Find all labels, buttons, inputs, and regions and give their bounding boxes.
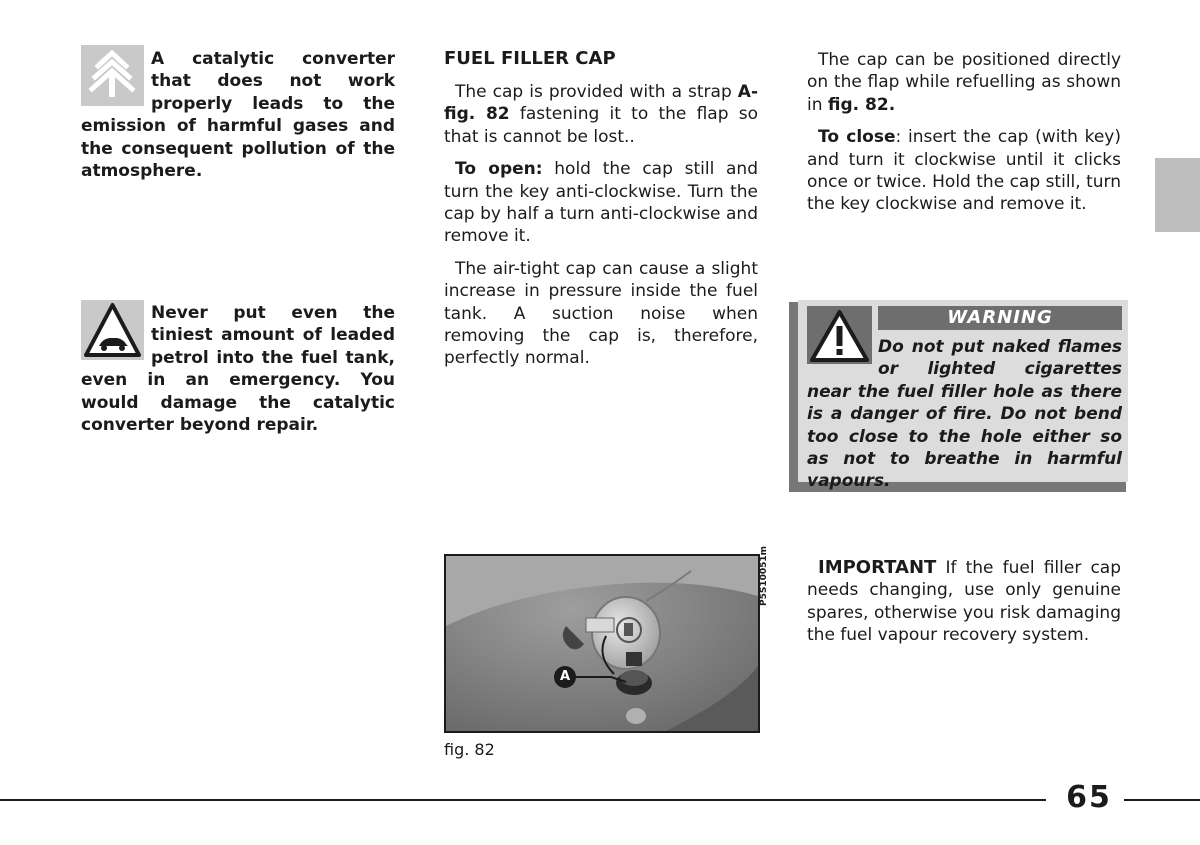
position-paragraph: The cap can be positioned directly on the flap while refuelling as shown in fig. 82.: [807, 50, 1121, 115]
chapter-tab: [1155, 158, 1200, 232]
important-text: [807, 557, 1121, 647]
catalytic-converter-note: A catalytic converter that does not work properly leads to the emission of harmful gases and the consequent pollution of the atmosphere.: [81, 49, 395, 182]
leaded-petrol-note: Never put even the tiniest amount of leaded petrol into the fuel tank, even in an emergency. You would damage the catalytic converter beyond repair.: [81, 303, 395, 436]
strap-paragraph: The cap is provided with a strap A-fig. 82 fastening it to the flap so that is cannot be lost..: [444, 82, 758, 147]
warning-text: Do not put naked flames or lighted cigarettes near the fuel filler hole as there is a danger of fire. Do not bend too close to the hole either so as not to breathe in harmful vapours.: [807, 337, 1122, 492]
fuel-cap-photo: [446, 556, 758, 731]
fuel-cap-text: [444, 81, 758, 370]
figure-code: P5S10051m: [759, 545, 769, 606]
footer-rule-left: [0, 799, 1046, 801]
to-open-paragraph: To open: hold the cap still and turn the key anti-clockwise. Turn the cap by half a turn anti-clockwise and remove it.: [444, 159, 758, 247]
footer-rule-right: [1124, 799, 1200, 801]
fuel-cap-figure: [444, 554, 760, 733]
warning-title: WARNING: [878, 306, 1122, 330]
section-heading: FUEL FILLER CAP: [444, 48, 616, 69]
figure-label-a: A: [554, 666, 576, 688]
pressure-paragraph: The air-tight cap can cause a slight increase in pressure inside the fuel tank. A suction noise when removing the cap is, therefore, perfectly normal.: [444, 258, 758, 369]
page-number: 65: [1066, 780, 1112, 815]
important-paragraph: IMPORTANT If the fuel filler cap needs changing, use only genuine spares, otherwise you risk damaging the fuel vapour recovery system.: [807, 557, 1121, 646]
to-close-paragraph: To close: insert the cap (with key) and turn it clockwise until it clicks once or twice. Hold the cap still, turn the key clockwise and remove it.: [807, 127, 1121, 215]
figure-caption: fig. 82: [444, 740, 495, 759]
position-text: [807, 49, 1121, 216]
warning-box: [798, 300, 1128, 492]
